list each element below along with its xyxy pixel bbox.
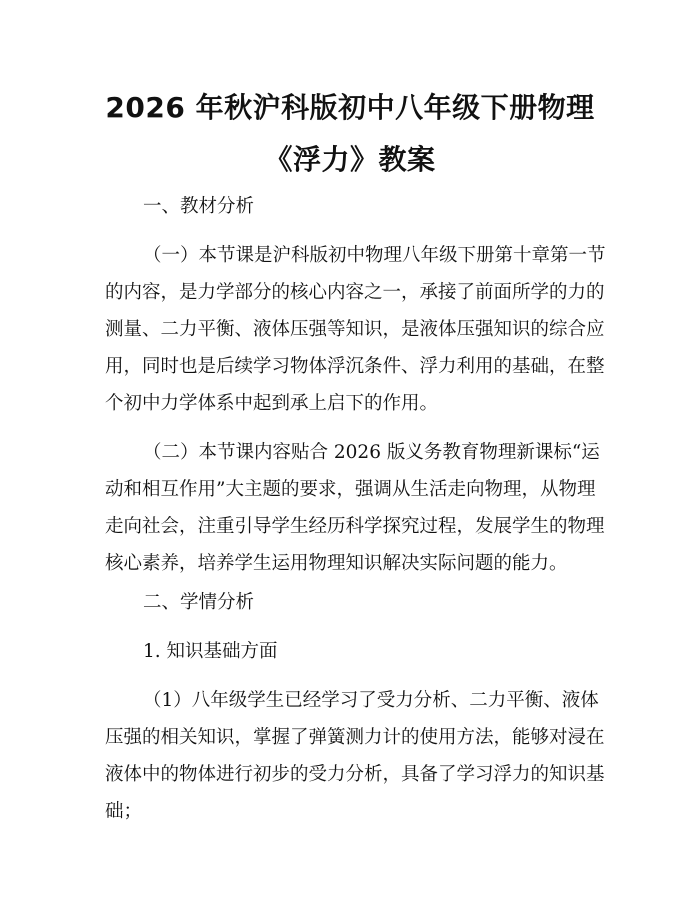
paragraph-line: 础；	[105, 801, 143, 822]
paragraph-line: 核心素养，培养学生运用物理知识解决实际问题的能力。	[105, 553, 568, 574]
paragraph-line: 动和相互作用”大主题的要求，强调从生活走向物理，从物理	[105, 479, 596, 500]
paragraph-line: （一）本节课是沪科版初中物理八年级下册第十章第一节	[143, 245, 606, 266]
paragraph-line: 个初中力学体系中起到承上启下的作用。	[105, 393, 439, 414]
paragraph-line: 液体中的物体进行初步的受力分析，具备了学习浮力的知识基	[105, 764, 605, 785]
paragraph-line: 用，同时也是后续学习物体浮沉条件、浮力利用的基础，在整	[105, 356, 605, 377]
paragraph-line: 走向社会，注重引导学生经历科学探究过程，发展学生的物理	[105, 516, 605, 537]
paragraph-line: （二）本节课内容贴合 2026 版义务教育物理新课标“运	[143, 442, 600, 463]
section-heading-learner-analysis: 二、学情分析	[143, 592, 255, 613]
paragraph-line: 的内容，是力学部分的核心内容之一，承接了前面所学的力的	[105, 282, 605, 303]
paragraph-line: 测量、二力平衡、液体压强等知识，是液体压强知识的综合应	[105, 319, 605, 340]
subheading-knowledge-base: 1. 知识基础方面	[143, 641, 278, 662]
section-heading-textbook-analysis: 一、教材分析	[143, 196, 255, 217]
paragraph-line: （1）八年级学生已经学习了受力分析、二力平衡、液体	[143, 690, 599, 711]
document-title: 2026 年秋沪科版初中八年级下册物理《浮力》教案	[105, 91, 595, 176]
paragraph-line: 压强的相关知识，掌握了弹簧测力计的使用方法，能够对浸在	[105, 727, 605, 748]
